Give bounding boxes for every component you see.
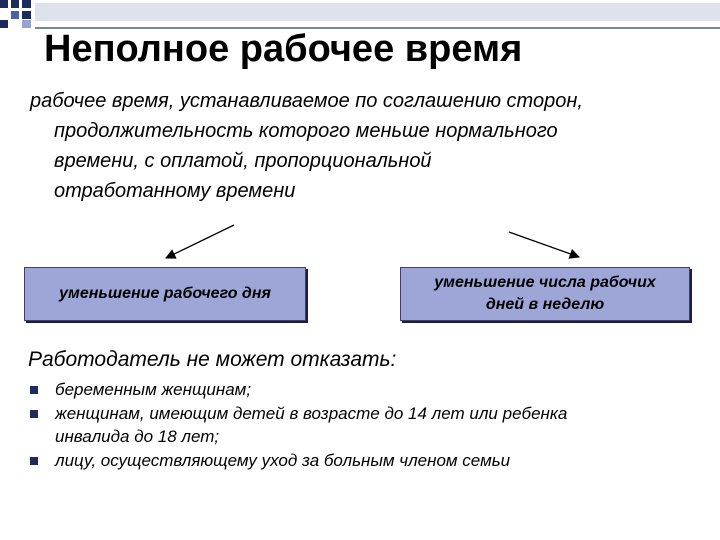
square-bullet-icon [30, 410, 38, 418]
square-bullet-icon [30, 457, 38, 465]
definition-line: рабочее время, устанавливаемое по соглашению сторон, [30, 90, 583, 112]
list-item [28, 449, 567, 472]
arrow-left [166, 225, 234, 258]
bullet-list [28, 378, 567, 472]
list-item [28, 402, 567, 448]
box-line: дней в неделю [485, 296, 605, 313]
definition-line: отработанному времени [54, 180, 296, 202]
page-title: Неполное рабочее время [44, 28, 523, 70]
box-line: уменьшение числа рабочих [434, 274, 656, 291]
square-bullet-icon [30, 386, 38, 394]
list-item-text: лицу, осуществляющему уход за больным членом семьи [55, 451, 511, 470]
list-item-text: беременным женщинам; [55, 380, 252, 399]
list-item-text: женщинам, имеющим детей в возрасте до 14 лет или ребенка [55, 404, 568, 423]
reduced-workdays-label [434, 272, 656, 316]
list-item-text: инвалида до 18 лет; [55, 427, 220, 446]
employer-heading: Работодатель не может отказать: [28, 348, 397, 371]
definition-line: продолжительность которого меньше нормального [54, 120, 558, 142]
arrow-right [509, 232, 579, 257]
reduced-workdays-box [400, 267, 690, 321]
reduced-workday-label: уменьшение рабочего дня [59, 285, 271, 302]
list-item [28, 378, 567, 401]
definition-line: времени, с оплатой, пропорциональной [54, 150, 432, 172]
reduced-workday-box [24, 267, 306, 321]
